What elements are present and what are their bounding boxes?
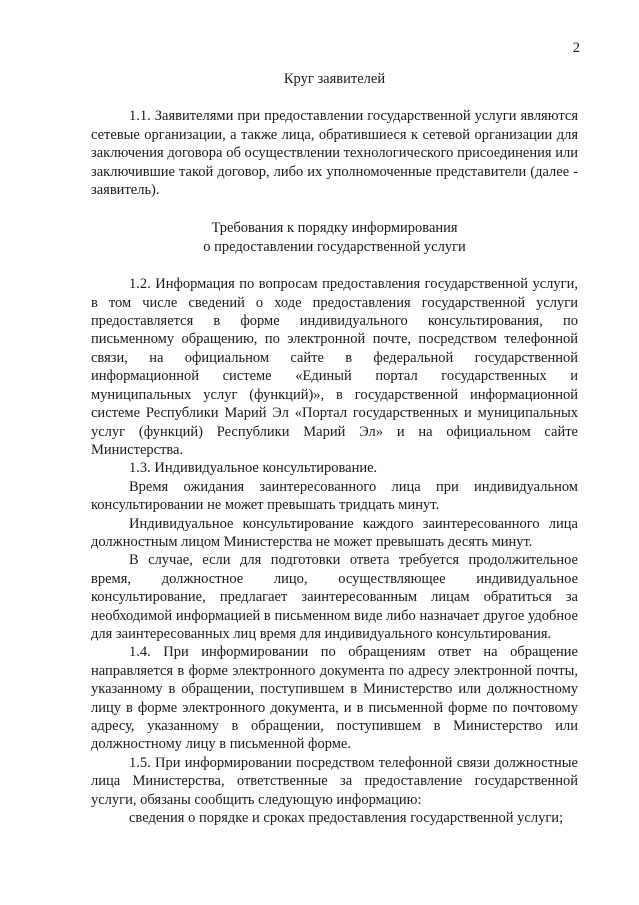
paragraph-1-3: 1.3. Индивидуальное консультирование. <box>129 460 378 477</box>
paragraph-1-4: 1.4. При информировании по обращениям ответ на обращение направляется в форме электронного документа по адресу электронной почты, указанному в обращении, поступившем в Министерство или должностному лицу в форме электронного документа, и в письменной форме по почтовому адресу, указанному в обращении, поступившем в Министерство или должностному лицу в письменной форме. <box>91 644 578 753</box>
section-heading-applicants: Круг заявителей <box>283 71 386 87</box>
section-heading-information-requirements <box>91 219 578 256</box>
document-body <box>91 62 578 827</box>
page-number: 2 <box>572 40 580 56</box>
paragraph-1-1: 1.1. Заявителями при предоставлении государственной услуги являются сетевые организации, а также лица, обратившиеся к сетевой организации для заключения договора об осуществлении технологического присоединения или заключившие такой договор, либо их уполномоченные представители (далее - заявитель). <box>91 108 578 199</box>
paragraph-consultation-duration: Индивидуальное консультирование каждого заинтересованного лица должностным лицом Министерства не может превышать десять минут. <box>91 515 578 550</box>
paragraph-waiting-time: Время ожидания заинтересованного лица при индивидуальном консультировании не может превышать тридцать минут. <box>91 478 578 514</box>
paragraph-procedure-info: сведения о порядке и сроках предоставления государственной услуги; <box>129 810 564 827</box>
paragraph-long-preparation: В случае, если для подготовки ответа требуется продолжительное время, должностное лицо, осуществляющее индивидуальное консультирование, предлагает заинтересованным лицам обратиться за необходимой информацией в письменном виде либо назначает другое удобное для заинтересованных лиц время для индивидуального консультирования. <box>91 552 578 642</box>
paragraph-1-5: 1.5. При информировании посредством телефонной связи должностные лица Министерства, ответственные за предоставление государственной услуги, обязаны сообщить следующую информацию: <box>91 754 578 808</box>
heading-line-2: о предоставлении государственной услуги <box>203 238 466 255</box>
heading-line-1: Требования к порядку информирования <box>211 220 458 237</box>
paragraph-1-2: 1.2. Информация по вопросам предоставления государственной услуги, в том числе сведений о ходе предоставления государственной услуги предоставляется в форме индивидуального консультирования, по письменному обращению, по электронной почте, посредством телефонной связи, на официальном сайте в федеральной государственной информационной системе «Единый портал государственных и муниципальных услуг (функций)», в государственной информационной системе Республики Марий Эл «Портал государственных и муниципальных услуг (функций) Республики Марий Эл» и на официальном сайте Министерства. <box>91 276 578 458</box>
